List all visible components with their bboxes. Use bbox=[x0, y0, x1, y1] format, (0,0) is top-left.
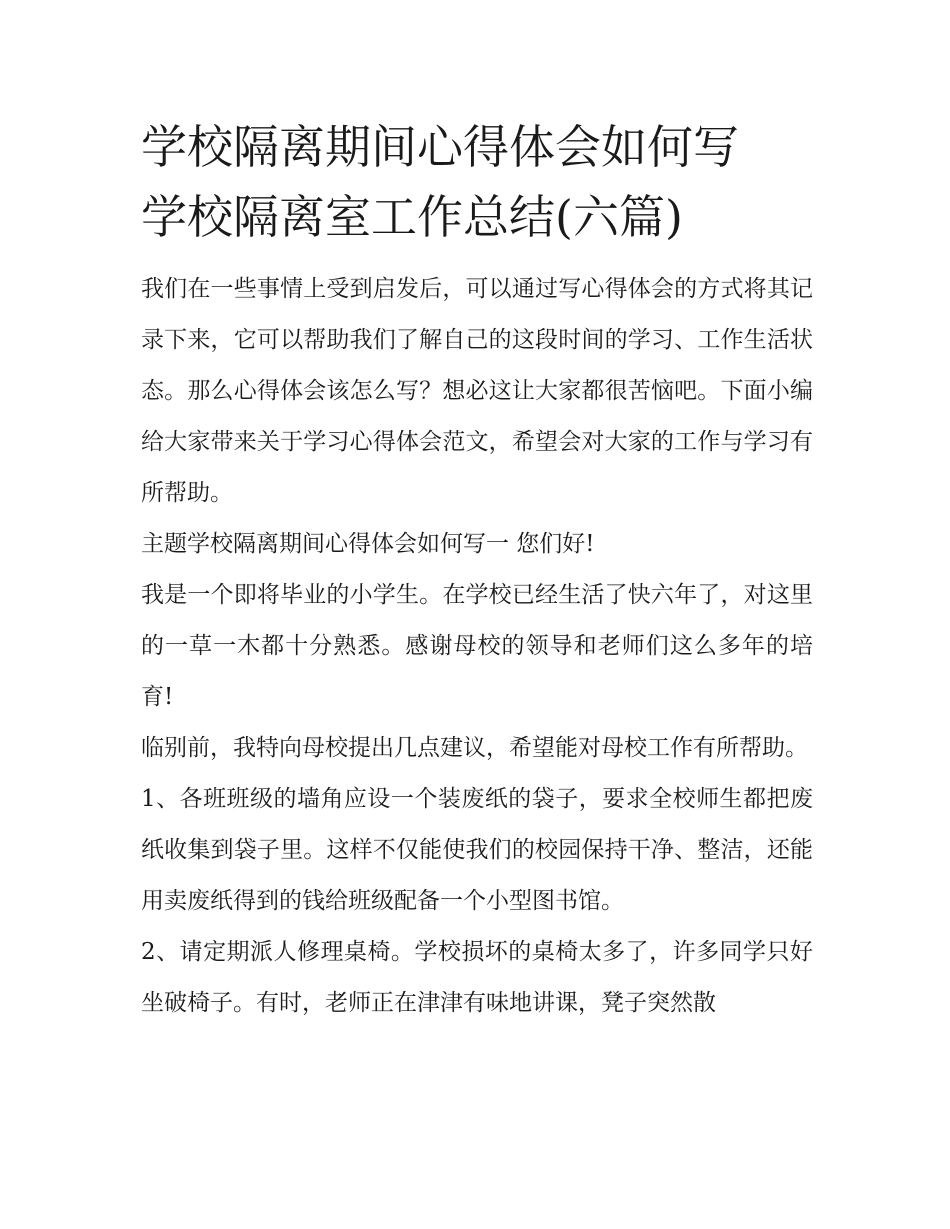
document-title bbox=[141, 112, 813, 252]
suggestion-1-paragraph: 1、各班班级的墙角应设一个装废纸的袋子，要求全校师生都把废纸收集到袋子里。这样不仅能使我们的校园保持干净、整洁，还能用卖废纸得到的钱给班级配备一个小型图书馆。 bbox=[141, 786, 813, 914]
intro-paragraph: 我们在一些事情上受到启发后，可以通过写心得体会的方式将其记录下来，它可以帮助我们了解自己的这段时间的学习、工作生活状态。那么心得体会该怎么写？想必这让大家都很苦恼吧。下面小编给大家带来关于学习心得体会范文，希望会对大家的工作与学习有所帮助。 bbox=[141, 276, 813, 506]
subtitle-paragraph: 主题学校隔离期间心得体会如何写一 您们好! bbox=[141, 531, 595, 557]
title-line-2: 学校隔离室工作总结(六篇) bbox=[141, 190, 683, 244]
suggestion-2-paragraph: 2、请定期派人修理桌椅。学校损坏的桌椅太多了，许多同学只好坐破椅子。有时，老师正在津津有味地讲课，凳子突然散 bbox=[141, 939, 813, 1016]
document-page bbox=[141, 112, 813, 1029]
body-paragraph-1: 我是一个即将毕业的小学生。在学校已经生活了快六年了，对这里的一草一木都十分熟悉。感谢母校的领导和老师们这么多年的培育! bbox=[141, 582, 813, 710]
document-body bbox=[141, 264, 813, 1029]
body-paragraph-2: 临别前，我特向母校提出几点建议，希望能对母校工作有所帮助。 bbox=[141, 735, 808, 761]
title-line-1: 学校隔离期间心得体会如何写 bbox=[141, 120, 739, 174]
